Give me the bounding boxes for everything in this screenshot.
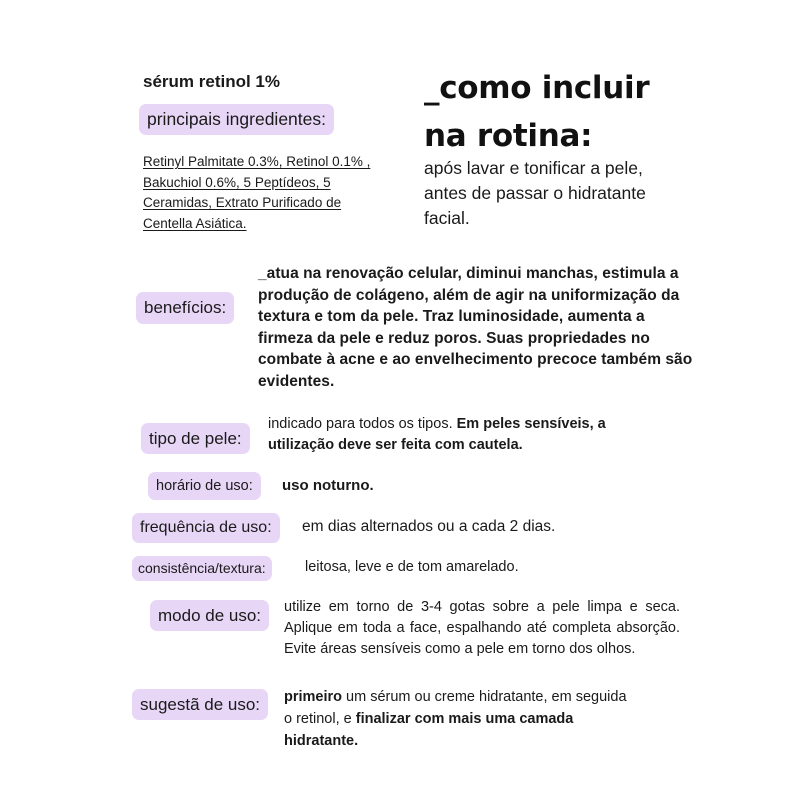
ingredients-label: principais ingredientes:: [139, 104, 334, 135]
texture-label: consistência/textura:: [132, 556, 272, 581]
suggestion-text: [284, 686, 629, 752]
ingredients-text: Retinyl Palmitate 0.3%, Retinol 0.1% , Bakuchiol 0.6%, 5 Peptídeos, 5 Ceramidas, Extrato Purificado de Centella Asiática.: [143, 154, 371, 231]
skin-type-text: [268, 414, 663, 456]
how-to-use-text: utilize em torno de 3-4 gotas sobre a pele limpa e seca. Aplique em toda a face, espalhando até completa absorção. Evite áreas sensíveis como a pele em torno dos olhos.: [284, 599, 680, 657]
frequency-text: em dias alternados ou a cada 2 dias.: [302, 518, 556, 535]
how-to-use-label: modo de uso:: [150, 600, 269, 631]
benefits-text: _atua na renovação celular, diminui manchas, estimula a produção de colágeno, além de agir na uniformização da textura e tom da pele. Traz luminosidade, aumenta a firmeza da pele e reduz poros. Suas propriedades no combate à acne e ao envelhecimento precoce também são evidentes.: [258, 265, 693, 390]
routine-heading-line2: na rotina:: [424, 118, 593, 154]
benefits-label: benefícios:: [136, 292, 234, 324]
suggestion-label: sugestã de uso:: [132, 689, 268, 720]
texture-text: leitosa, leve e de tom amarelado.: [305, 559, 519, 575]
product-title: sérum retinol 1%: [143, 72, 280, 91]
routine-heading-line1: _como incluir: [424, 70, 650, 106]
frequency-label: frequência de uso:: [132, 513, 280, 543]
suggestion-text-1: um sérum ou creme hidratante, em seguida o retinol, e: [284, 689, 627, 727]
skin-type-label: tipo de pele:: [141, 423, 250, 454]
routine-text: após lavar e tonificar a pele, antes de passar o hidratante facial.: [424, 158, 646, 228]
suggestion-bold-1: primeiro: [284, 689, 343, 705]
skin-type-text-bold: Em peles sensíveis, a utilização deve ser feita com cautela.: [268, 416, 606, 453]
skin-type-text-normal: indicado para todos os tipos.: [268, 416, 457, 432]
usage-time-label: horário de uso:: [148, 472, 261, 500]
usage-time-text: uso noturno.: [282, 477, 374, 494]
suggestion-bold-2: finalizar com mais uma camada hidratante.: [284, 711, 574, 749]
